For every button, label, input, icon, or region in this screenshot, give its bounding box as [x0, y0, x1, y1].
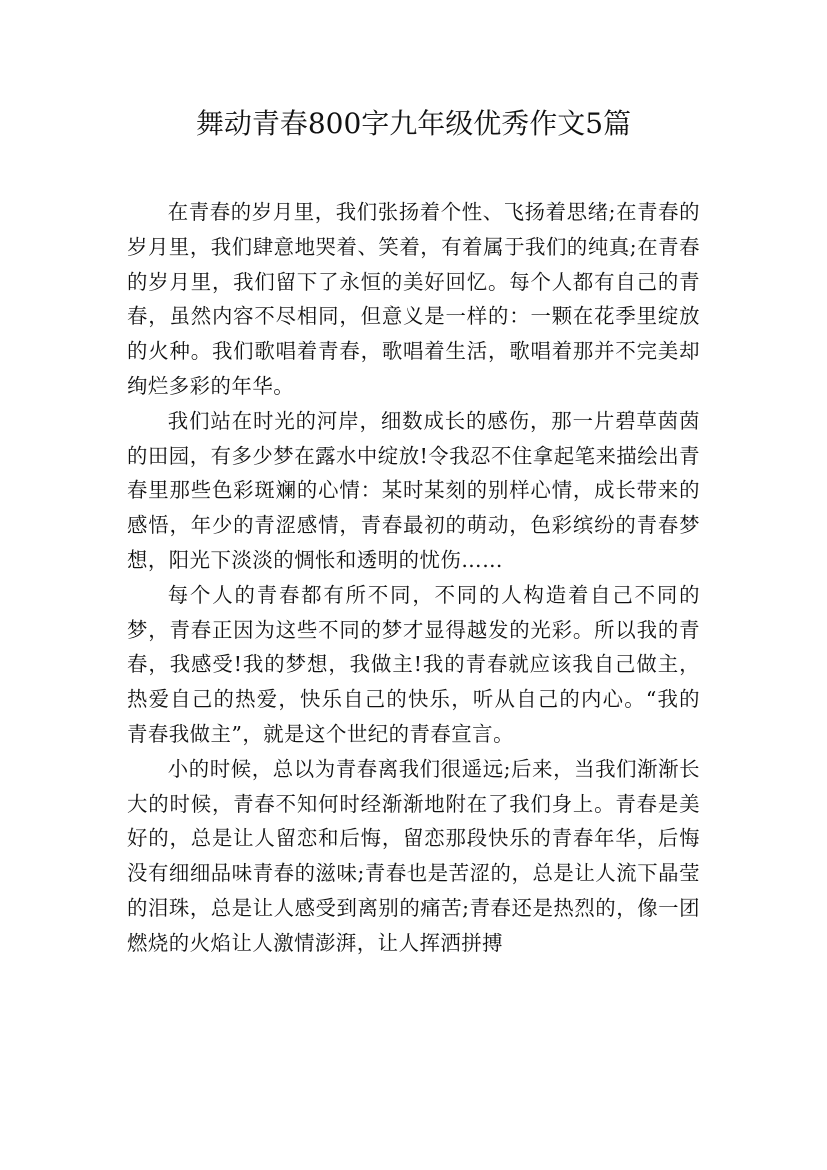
document-body: [127, 195, 700, 961]
paragraph-3: 每个人的青春都有所不同，不同的人构造着自己不同的梦，青春正因为这些不同的梦才显得越发的光彩。所以我的青春，我感受!我的梦想，我做主!我的青春就应该我自己做主，热爱自己的热爱，快乐自己的快乐，听从自己的内心。“我的青春我做主”，就是这个世纪的青春宣言。: [127, 582, 700, 746]
paragraph-4: 小的时候，总以为青春离我们很遥远;后来，当我们渐渐长大的时候，青春不知何时经渐渐地附在了我们身上。青春是美好的，总是让人留恋和后悔，留恋那段快乐的青春年华，后悔没有细细品味青春的滋味;青春也是苦涩的，总是让人流下晶莹的泪珠，总是让人感受到离别的痛苦;青春还是热烈的，像一团燃烧的火焰让人激情澎湃，让人挥洒拼搏: [127, 756, 700, 955]
paragraph-2: 我们站在时光的河岸，细数成长的感伤，那一片碧草茵茵的田园，有多少梦在露水中绽放!令我忍不住拿起笔来描绘出青春里那些色彩斑斓的心情：某时某刻的别样心情，成长带来的感悟，年少的青涩感情，青春最初的萌动，色彩缤纷的青春梦想，阳光下淡淡的惆怅和透明的忧伤……: [127, 408, 700, 572]
paragraph-1: 在青春的岁月里，我们张扬着个性、飞扬着思绪;在青春的岁月里，我们肆意地哭着、笑着，有着属于我们的纯真;在青春的岁月里，我们留下了永恒的美好回忆。每个人都有自己的青春，虽然内容不尽相同，但意义是一样的：一颗在花季里绽放的火种。我们歌唱着青春，歌唱着生活，歌唱着那并不完美却绚烂多彩的年华。: [127, 200, 700, 398]
document-title: 舞动青春800字九年级优秀作文5篇: [195, 107, 632, 140]
